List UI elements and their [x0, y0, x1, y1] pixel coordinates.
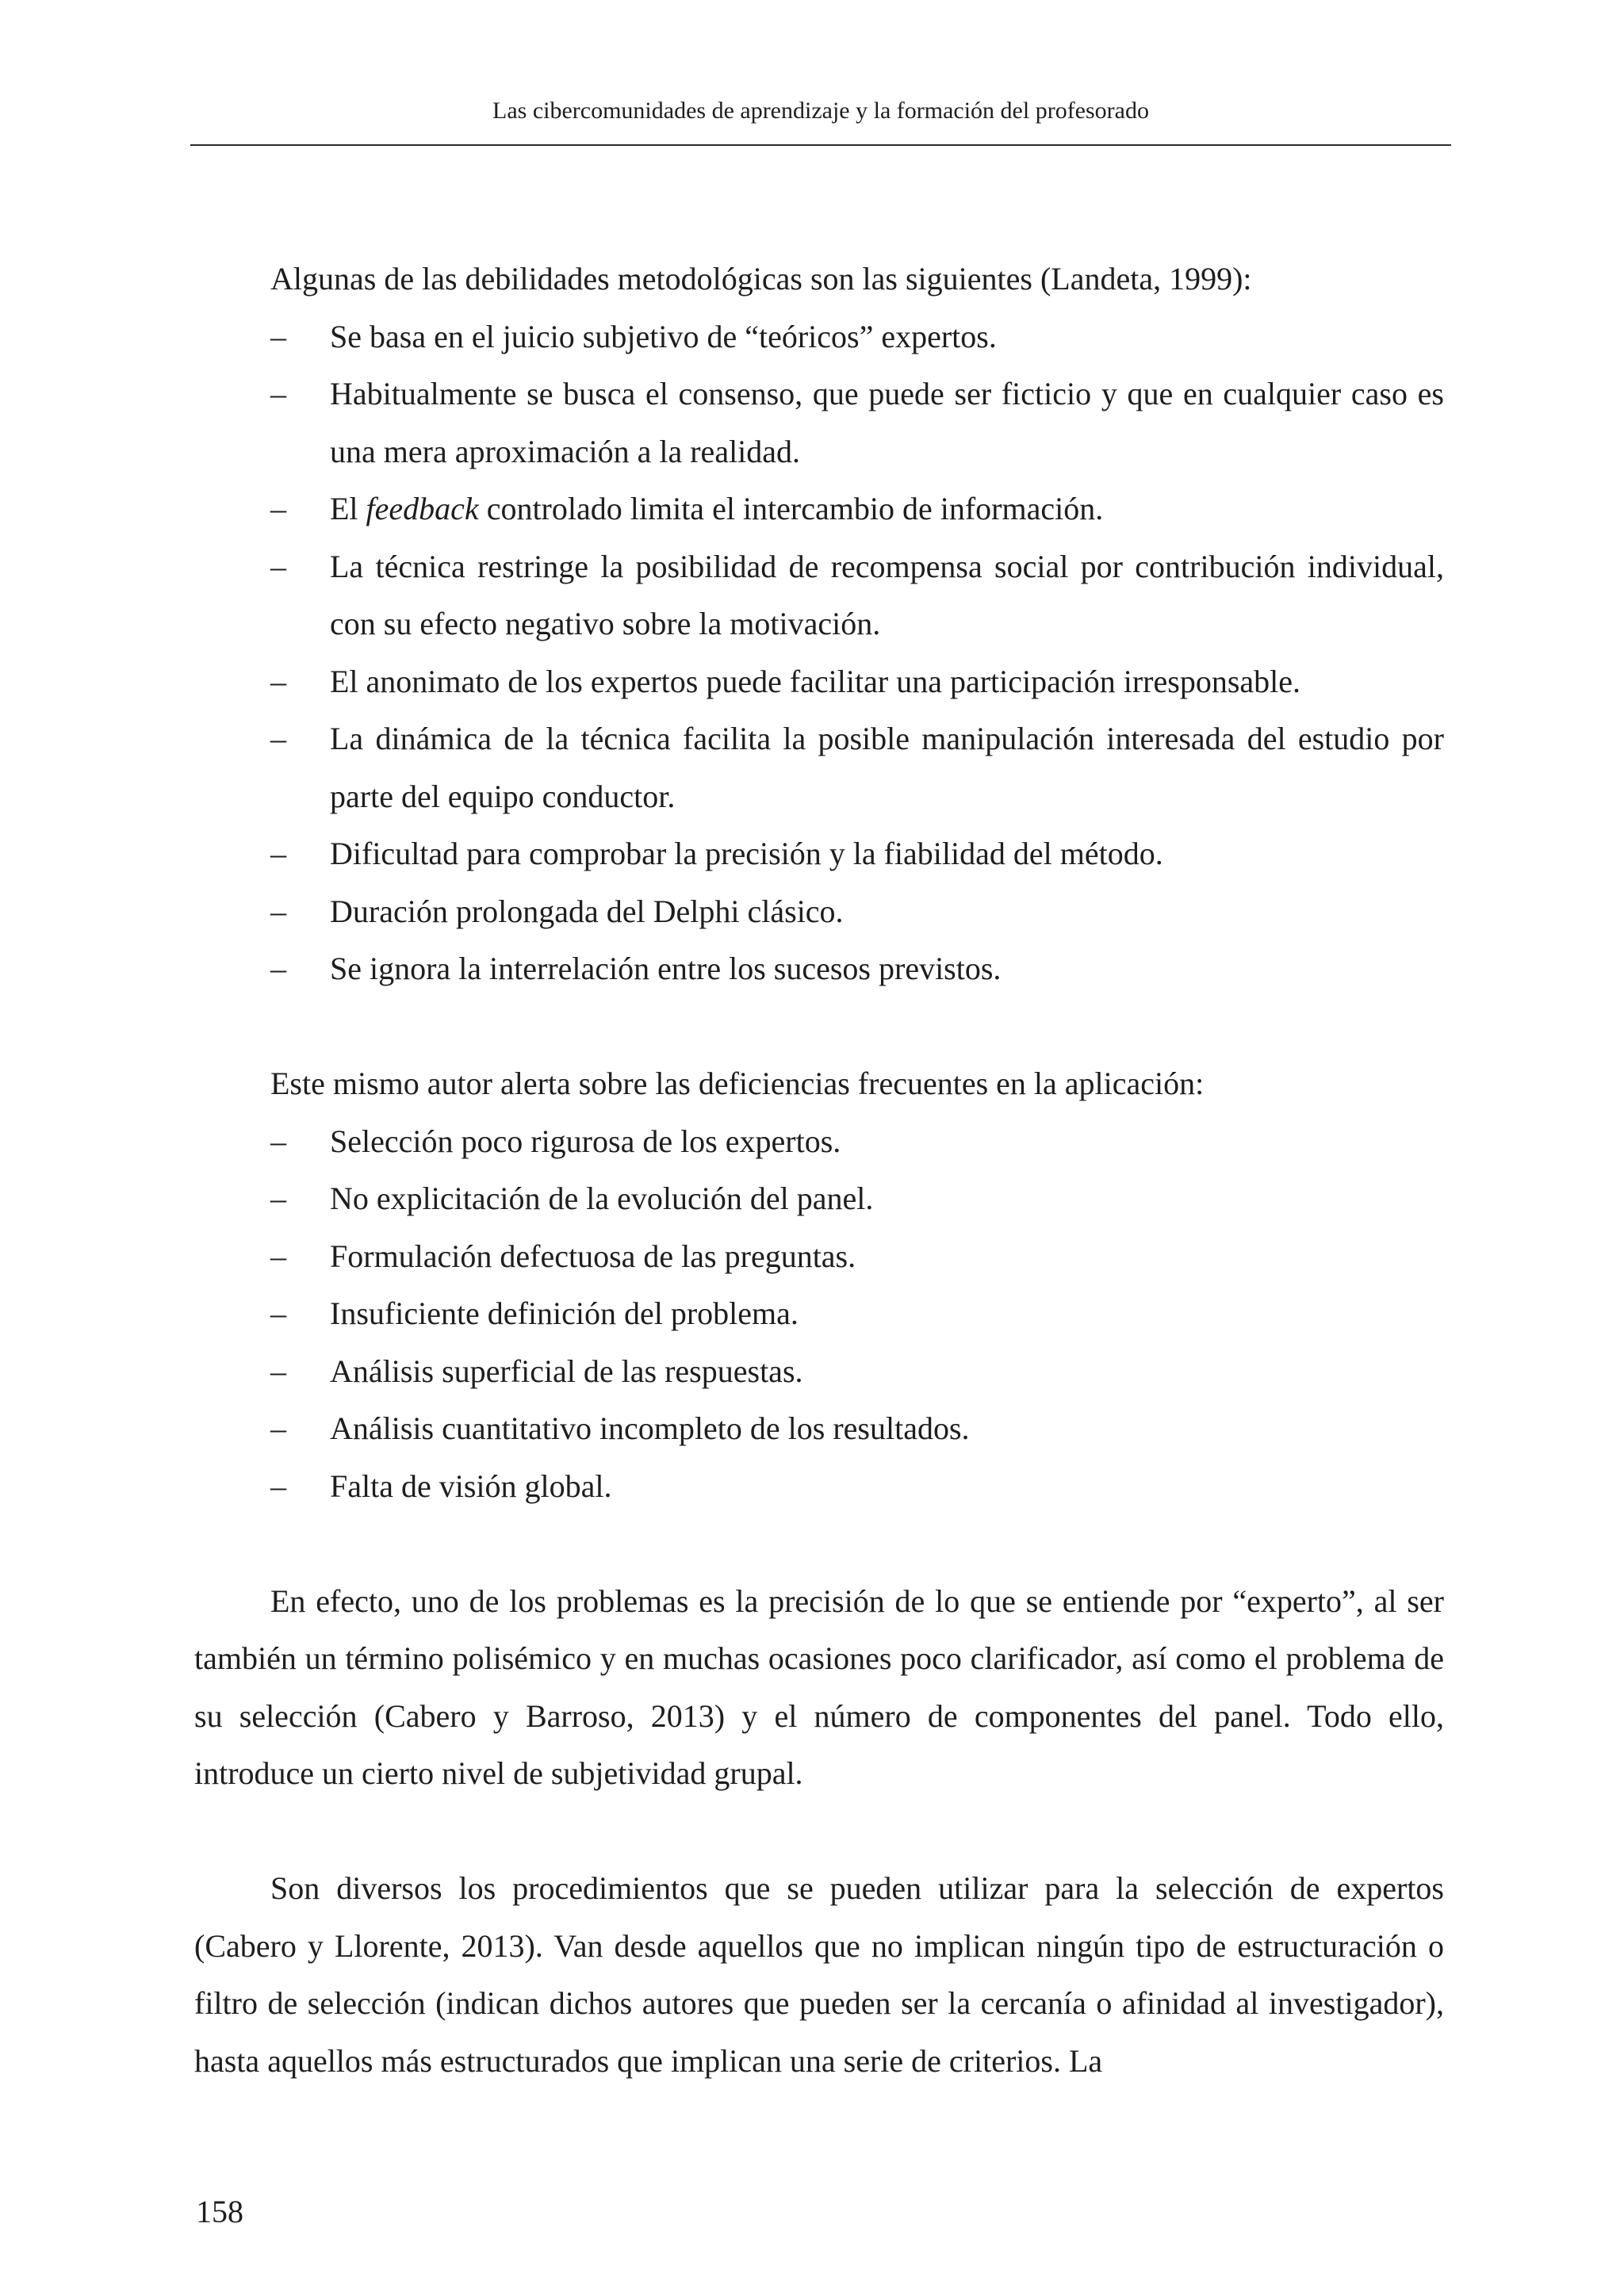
list-item-text: Falta de visión global. [330, 1468, 612, 1504]
list-dash: – [270, 376, 286, 411]
list-dash: – [270, 1123, 286, 1159]
list-dash: – [270, 1238, 286, 1274]
list-item-text: Análisis superficial de las respuestas. [330, 1353, 803, 1389]
list-item [194, 1170, 1444, 1228]
list-dash: – [270, 491, 286, 526]
list-item [194, 365, 1444, 480]
list-item-text: Insuficiente definición del problema. [330, 1295, 799, 1331]
list-item [194, 480, 1444, 538]
list-item-text: No explicitación de la evolución del panel. [330, 1181, 874, 1216]
weaknesses-intro: Algunas de las debilidades metodológicas son las siguientes (Landeta, 1999): [270, 261, 1252, 297]
list-item [194, 1343, 1444, 1401]
list-dash: – [270, 721, 286, 756]
list-item-text-post: controlado limita el intercambio de información. [478, 491, 1104, 526]
list-item [194, 538, 1444, 653]
list-dash: – [270, 836, 286, 871]
list-item-text: Formulación defectuosa de las preguntas. [330, 1238, 856, 1274]
list-item [194, 883, 1444, 941]
page-body [194, 251, 1444, 2090]
list-dash: – [270, 1410, 286, 1446]
running-header: Las cibercomunidades de aprendizaje y la formación del profesorado [492, 98, 1149, 124]
list-item-text: Se ignora la interrelación entre los sucesos previstos. [330, 951, 1002, 986]
list-item-text: Habitualmente se busca el consenso, que puede ser ficticio y que en cualquier caso es una mera aproximación a la realidad. [330, 376, 1444, 469]
body-paragraph: En efecto, uno de los problemas es la precisión de lo que se entiende por “experto”, al ser también un término polisémico y en muchas ocasiones poco clarificador, así como el problema de su selección (Cabero y Barroso, 2013) y el número de componentes del panel. Todo ello, introduce un cierto nivel de subjetividad grupal. [194, 1582, 1444, 1791]
deficiencies-list [194, 1113, 1444, 1516]
list-dash: – [270, 1468, 286, 1504]
header-rule [190, 144, 1451, 146]
list-item-text: Selección poco rigurosa de los expertos. [330, 1123, 841, 1159]
list-item [194, 1228, 1444, 1286]
list-item-text: La técnica restringe la posibilidad de recompensa social por contribución individual, con su efecto negativo sobre la motivación. [330, 548, 1444, 641]
list-item [194, 308, 1444, 366]
list-item [194, 1285, 1444, 1343]
list-item [194, 825, 1444, 883]
list-item-text: Duración prolongada del Delphi clásico. [330, 893, 844, 929]
list-item [194, 940, 1444, 998]
list-item-text: La dinámica de la técnica facilita la posible manipulación interesada del estudio por parte del equipo conductor. [330, 721, 1444, 814]
list-item-text: Dificultad para comprobar la precisión y la fiabilidad del método. [330, 836, 1163, 871]
list-item [194, 1400, 1444, 1458]
list-item-text: Análisis cuantitativo incompleto de los resultados. [330, 1410, 970, 1446]
deficiencies-intro: Este mismo autor alerta sobre las deficiencias frecuentes en la aplicación: [270, 1066, 1205, 1101]
list-dash: – [270, 663, 286, 699]
list-item [194, 1113, 1444, 1171]
list-item [194, 710, 1444, 825]
list-item-text-pre: El [330, 491, 366, 526]
list-dash: – [270, 318, 286, 354]
list-dash: – [270, 951, 286, 986]
body-paragraph: Son diversos los procedimientos que se pueden utilizar para la selección de expertos (Cabero y Llorente, 2013). Van desde aquellos que no implican ningún tipo de estructuración o filtro de selección (indican dichos autores que pueden ser la cercanía o afinidad al investigador), hasta aquellos más estructurados que implican una serie de criterios. La [194, 1870, 1444, 2079]
section-gap [194, 1803, 1444, 1861]
list-dash: – [270, 548, 286, 584]
section-gap [194, 998, 1444, 1056]
list-item [194, 1458, 1444, 1516]
list-dash: – [270, 1181, 286, 1216]
section-gap [194, 1515, 1444, 1573]
list-dash: – [270, 1295, 286, 1331]
list-dash: – [270, 893, 286, 929]
list-item-text-emphasis: feedback [366, 491, 479, 526]
list-item-text: Se basa en el juicio subjetivo de “teóricos” expertos. [330, 318, 997, 354]
list-item-text: El anonimato de los expertos puede facilitar una participación irresponsable. [330, 663, 1301, 699]
list-item [194, 653, 1444, 711]
weaknesses-list [194, 308, 1444, 998]
list-dash: – [270, 1353, 286, 1389]
page-number: 158 [196, 2194, 243, 2229]
